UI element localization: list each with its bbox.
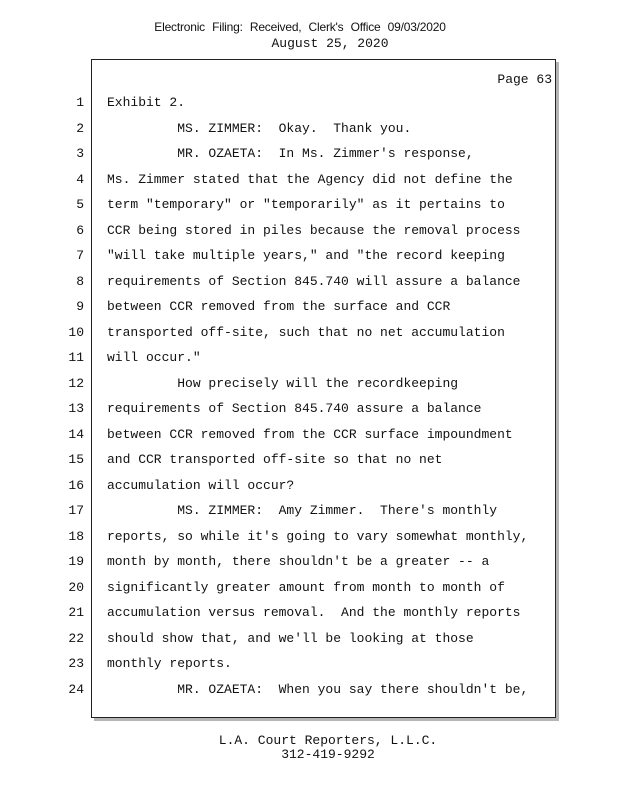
transcript-line: Exhibit 2. [107,95,186,110]
transcript-line: MS. ZIMMER: Amy Zimmer. There's monthly [107,503,498,518]
transcript-line: reports, so while it's going to vary somewhat monthly, [107,528,529,544]
line-number: 5 [76,197,84,212]
transcript-line: requirements of Section 845.740 will assure a balance [107,273,521,289]
line-number: 15 [68,452,84,467]
line-number: 21 [68,605,84,620]
line-number: 19 [68,554,84,569]
transcript-line: How precisely will the recordkeeping [107,375,459,391]
transcript-line: will occur." [107,350,201,365]
transcript-line: month by month, there shouldn't be a greater -- a [107,554,490,569]
transcript-line: MR. OZAETA: When you say there shouldn't be, [107,681,529,697]
transcript-line: transported off-site, such that no net accumulation [107,324,505,340]
hearing-date: August 25, 2020 [271,36,389,51]
line-number: 11 [68,350,84,365]
line-number: 22 [68,630,84,646]
line-number: 17 [68,503,84,518]
filing-stamp: Electronic Filing: Received, Clerk's Office 09/03/2020 [154,20,446,34]
line-number: 14 [68,426,84,442]
transcript-line: CCR being stored in piles because the removal process [107,222,521,238]
line-number: 16 [68,477,84,493]
court-reporter-name: L.A. Court Reporters, L.L.C. [218,733,438,748]
line-number: 13 [68,401,84,416]
line-number: 4 [76,171,84,187]
line-number: 3 [76,146,84,161]
transcript-line: requirements of Section 845.740 assure a balance [107,401,482,416]
line-number: 23 [68,656,84,671]
transcript-line: significantly greater amount from month to month of [107,579,505,595]
line-number: 20 [68,579,84,595]
transcript-line: "will take multiple years," and "the record keeping [107,248,505,263]
transcript-line: MS. ZIMMER: Okay. Thank you. [107,120,412,136]
line-number: 12 [68,375,84,391]
line-number: 2 [76,120,84,136]
line-number: 1 [76,95,84,110]
transcript-line: monthly reports. [107,656,232,671]
transcript-line: between CCR removed from the CCR surface impoundment [107,426,513,442]
line-number: 9 [76,299,84,314]
line-number: 8 [76,273,84,289]
transcript-line: should show that, and we'll be looking at those [107,630,474,646]
transcript-line: MR. OZAETA: In Ms. Zimmer's response, [107,146,474,161]
transcript-line: Ms. Zimmer stated that the Agency did not define the [107,171,513,187]
page-number: Page 63 [497,72,552,87]
line-number: 6 [76,222,84,238]
line-number: 24 [68,681,84,697]
line-number: 7 [76,248,84,263]
line-number: 18 [68,528,84,544]
transcript-line: between CCR removed from the surface and CCR [107,299,451,314]
transcript-line: term "temporary" or "temporarily" as it pertains to [107,197,505,212]
transcript-line: accumulation versus removal. And the monthly reports [107,605,521,620]
transcript-line: accumulation will occur? [107,477,295,493]
court-reporter-phone: 312-419-9292 [281,747,375,762]
transcript-line: and CCR transported off-site so that no net [107,452,443,467]
line-number: 10 [68,324,84,340]
